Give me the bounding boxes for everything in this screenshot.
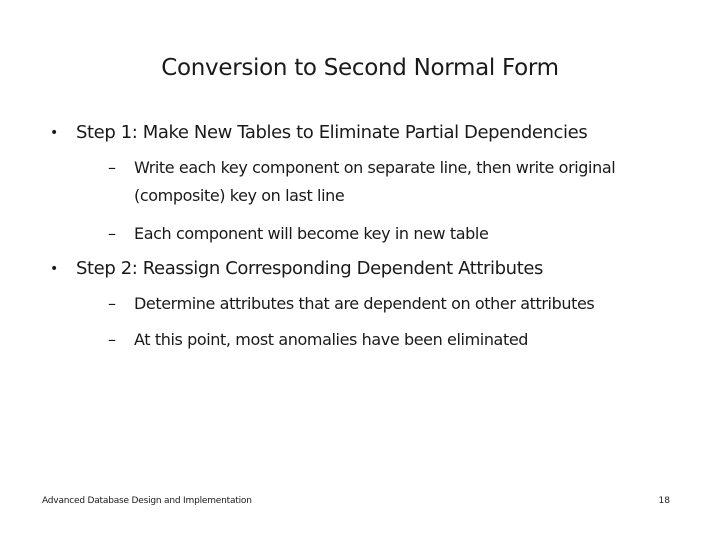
- bullet-text: Step 1: Make New Tables to Eliminate Partial Dependencies: [76, 122, 588, 143]
- bullet-marker: •: [50, 125, 58, 141]
- subitem-determine-attributes: [108, 290, 654, 318]
- slide-body: [48, 120, 688, 354]
- dash-marker: –: [108, 224, 116, 243]
- bullet-marker: •: [50, 261, 58, 277]
- subitem-text: Determine attributes that are dependent on other attributes: [134, 294, 595, 313]
- slide-title: Conversion to Second Normal Form: [161, 55, 559, 81]
- subitem-text: At this point, most anomalies have been eliminated: [134, 330, 529, 349]
- subitem-text: Each component will become key in new table: [134, 224, 489, 243]
- subitem-anomalies-eliminated: [108, 326, 654, 354]
- bullet-step-2: [48, 256, 688, 282]
- subitem-write-key-components: [108, 154, 654, 210]
- bullet-step-1: [48, 120, 688, 146]
- dash-marker: –: [108, 330, 116, 349]
- footer-page-number: 18: [658, 496, 670, 506]
- subitem-text: Write each key component on separate line, then write original (composite) key on last line: [134, 158, 616, 205]
- subitem-component-becomes-key: [108, 220, 654, 248]
- footer-course-title: Advanced Database Design and Implementation: [42, 496, 252, 506]
- bullet-text: Step 2: Reassign Corresponding Dependent Attributes: [76, 258, 543, 279]
- dash-marker: –: [108, 158, 116, 177]
- dash-marker: –: [108, 294, 116, 313]
